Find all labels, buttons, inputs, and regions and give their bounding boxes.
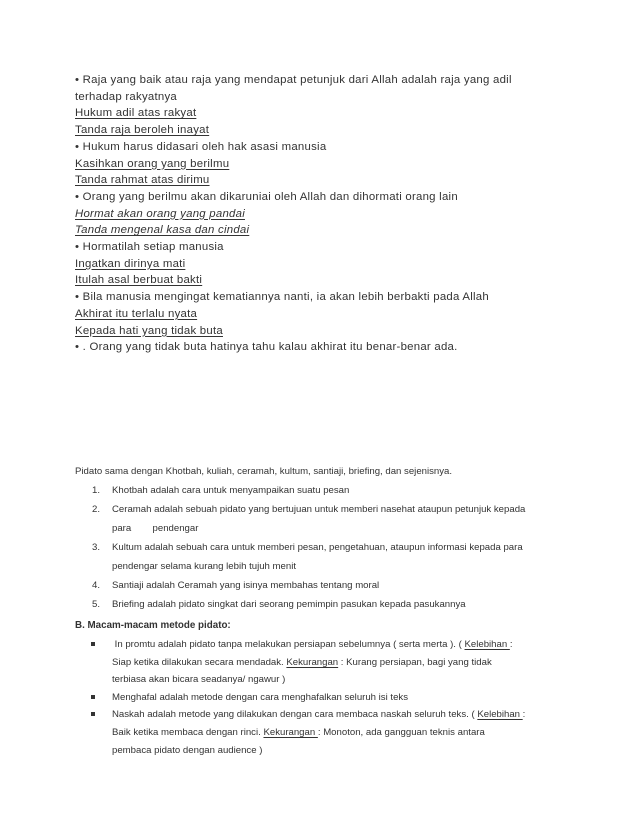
list-item-line: terbiasa akan bicara seadanya/ ngawur ) <box>112 674 286 686</box>
text-run: Naskah adalah metode yang dilakukan dengan cara membaca naskah seluruh teks. ( <box>112 709 478 721</box>
kelebihan-label: Kelebihan <box>464 639 510 650</box>
list-item-line: pembaca pidato dengan audience ) <box>112 744 263 756</box>
list-number: 3. <box>92 542 101 553</box>
list-item-continuation: pendengar selama kurang lebih tujuh menit <box>112 561 297 572</box>
list-item-text: Khotbah adalah cara untuk menyampaikan suatu pesan <box>112 485 350 496</box>
list-item <box>75 636 575 689</box>
pantun-verse: Tanda raja beroleh inayat <box>75 124 210 137</box>
text-run: : <box>522 709 526 721</box>
pantun-line: terhadap rakyatnya <box>75 90 178 103</box>
pantun-line: • Raja yang baik atau raja yang mendapat petunjuk dari Allah adalah raja yang adil <box>75 74 512 86</box>
kekurangan-label: Kekurangan <box>263 726 318 738</box>
list-item <box>75 538 575 576</box>
text-run: : Kurang persiapan, bagi yang tidak <box>338 656 492 668</box>
pantun-line: • . Orang yang tidak buta hatinya tahu kalau akhirat itu benar-benar ada. <box>75 341 458 354</box>
pantun-verse: Kasihkan orang yang berilmu <box>75 157 230 170</box>
section-heading: B. Macam-macam metode pidato: <box>75 620 231 631</box>
list-item <box>75 706 575 759</box>
pantun-verse: Hormat akan orang yang pandai <box>75 207 245 220</box>
list-item-line <box>112 724 575 742</box>
pantun-verse: Ingatkan dirinya mati <box>75 257 186 270</box>
list-number: 4. <box>92 580 101 591</box>
pidato-section <box>75 462 575 614</box>
pantun-verse: Akhirat itu terlalu nyata <box>75 307 198 320</box>
list-item-line <box>112 654 575 672</box>
metode-list <box>75 636 575 759</box>
list-number: 5. <box>92 599 101 610</box>
pantun-line: • Hormatilah setiap manusia <box>75 241 224 254</box>
list-item-text: Ceramah adalah sebuah pidato yang bertujuan untuk memberi nasehat ataupun petunjuk kepada <box>112 504 526 515</box>
list-item-text: Kultum adalah sebuah cara untuk memberi pesan, pengetahuan, ataupun informasi kepada para <box>112 542 523 553</box>
list-item <box>75 481 575 500</box>
list-number: 2. <box>92 504 101 515</box>
kelebihan-label: Kelebihan <box>477 709 523 721</box>
list-item-line <box>112 636 575 654</box>
square-bullet-icon <box>91 712 95 716</box>
list-item-line: Menghafal adalah metode dengan cara menghafalkan seluruh isi teks <box>112 691 409 703</box>
list-item-text: Briefing adalah pidato singkat dari seorang pemimpin pasukan kepada pasukannya <box>112 599 466 610</box>
pantun-line: • Hukum harus didasari oleh hak asasi manusia <box>75 140 327 153</box>
list-item-line <box>112 706 575 724</box>
kekurangan-label: Kekurangan <box>286 656 339 668</box>
metode-section <box>75 617 575 759</box>
text-run: : <box>509 639 513 650</box>
pantun-verse: Tanda mengenal kasa dan cindai <box>75 224 250 237</box>
pidato-intro: Pidato sama dengan Khotbah, kuliah, ceramah, kultum, santiaji, briefing, dan sejenisnya. <box>75 466 453 477</box>
text-run: In promtu adalah pidato tanpa melakukan persiapan sebelumnya ( serta merta ). ( <box>112 639 465 650</box>
text-run: Siap ketika dilakukan secara mendadak. <box>112 656 287 668</box>
list-item-text: Santiaji adalah Ceramah yang isinya membahas tentang moral <box>112 580 380 591</box>
pantun-verse: Tanda rahmat atas dirimu <box>75 174 210 187</box>
list-item <box>75 689 575 707</box>
pantun-line: • Bila manusia mengingat kematiannya nanti, ia akan lebih berbakti pada Allah <box>75 291 489 304</box>
list-item <box>75 595 575 614</box>
text-run: Baik ketika membaca dengan rinci. <box>112 726 264 738</box>
text-run: : Monoton, ada gangguan teknis antara <box>317 726 485 738</box>
square-bullet-icon <box>91 695 95 699</box>
list-item-continuation: para pendengar <box>112 523 199 534</box>
list-item <box>75 576 575 595</box>
pidato-list <box>75 481 575 614</box>
list-number: 1. <box>92 485 101 496</box>
pantun-verse: Hukum adil atas rakyat <box>75 107 197 120</box>
pantun-verse: Kepada hati yang tidak buta <box>75 324 223 337</box>
square-bullet-icon <box>91 642 95 646</box>
pantun-line: • Orang yang berilmu akan dikaruniai oleh Allah dan dihormati orang lain <box>75 190 458 203</box>
pantun-verse: Itulah asal berbuat bakti <box>75 274 203 287</box>
list-item <box>75 500 575 538</box>
pantun-section <box>75 72 575 356</box>
